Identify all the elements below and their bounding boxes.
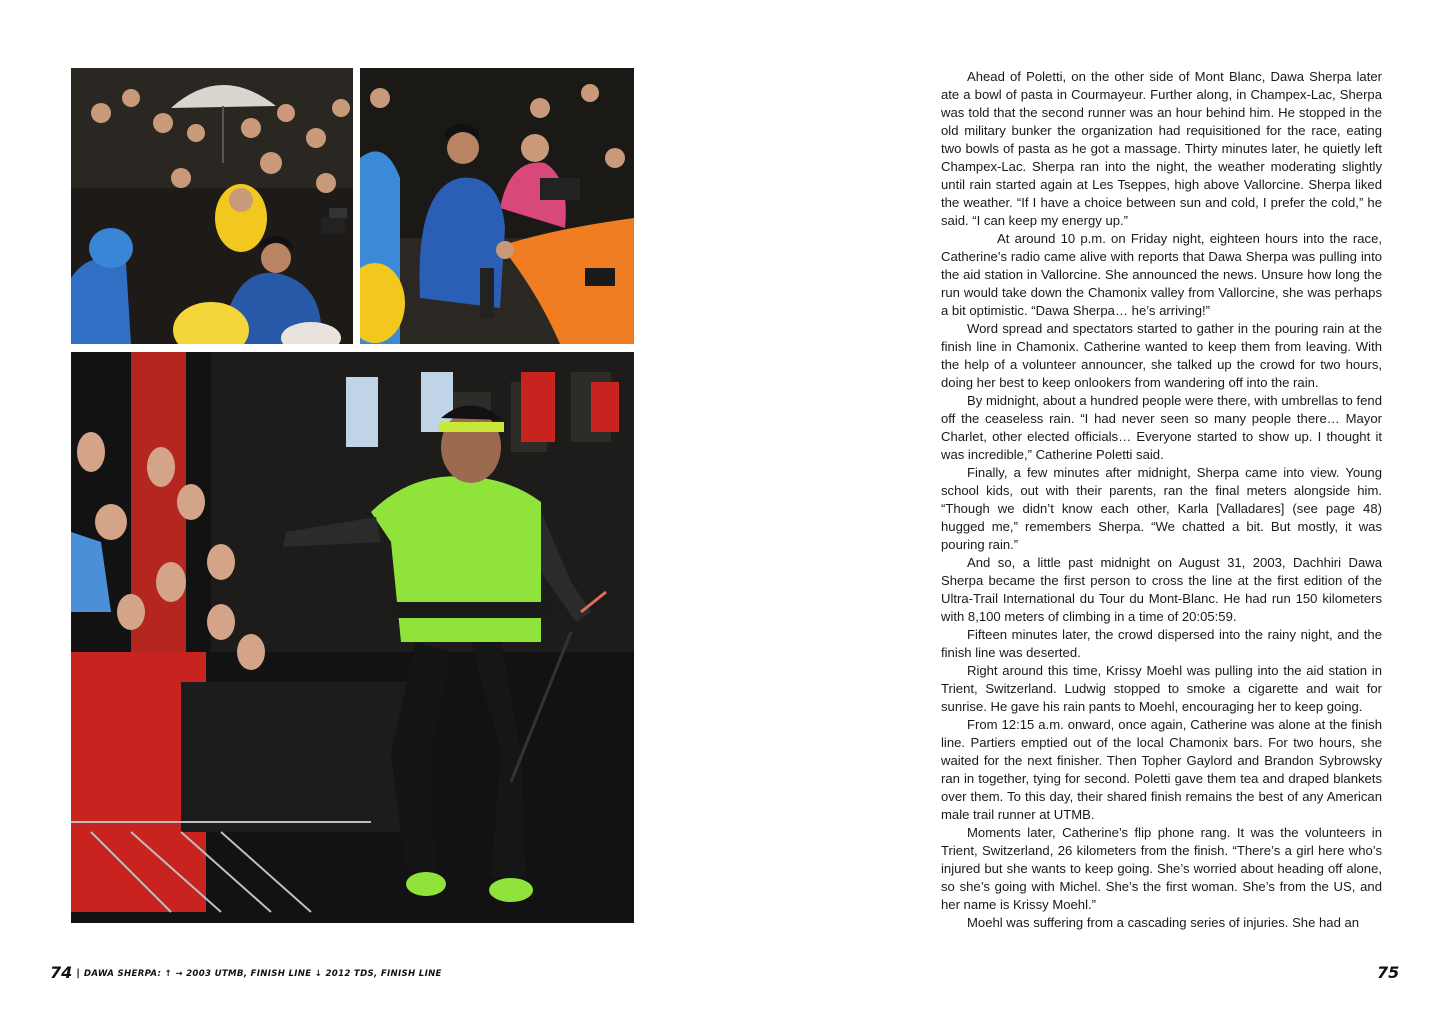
photo-2012-tds-finish-line <box>71 352 634 923</box>
article-text-column <box>941 68 1382 932</box>
left-page-number: 74 <box>50 963 73 982</box>
handshake-photo-illustration <box>360 68 634 344</box>
paragraph: Right around this time, Krissy Moehl was pulling into the aid station in Trient, Switzerland. Ludwig stopped to smoke a cigarette and wait for sunrise. He gave his rain pants to Moehl, encouraging her to keep going. <box>941 663 1382 714</box>
left-page-folio <box>50 963 442 984</box>
paragraph: Moments later, Catherine’s flip phone rang. It was the volunteers in Trient, Switzerland, 26 kilometers from the finish. “There’s a girl here who’s injured but she wants to keep going. She’s worried about heading off alone, so she’s going with Michel. She’s the first woman. She’s from the US, and her name is Krissy Moehl.” <box>941 825 1382 912</box>
photo-caption: DAWA SHERPA: ↑ → 2003 UTMB, FINISH LINE ↓ 2012 TDS, FINISH LINE <box>83 969 442 979</box>
photo-2003-finish-handshake <box>360 68 634 344</box>
paragraph: Word spread and spectators started to gather in the pouring rain at the finish line in Chamonix. Catherine wanted to keep them from leaving. With the help of a volunteer announcer, she talked up the crowd for two hours, doing her best to keep onlookers from wandering off into the rain. <box>941 321 1382 390</box>
paragraph: Ahead of Poletti, on the other side of Mont Blanc, Dawa Sherpa later ate a bowl of pasta in Courmayeur. Further along, in Champex-Lac, Sherpa was told that the second runner was an hour behind him. He stopped in the old military bunker the organization had requisitioned for the race, eating two bowls of pasta as he got a massage. Thirty minutes later, he quietly left Champex-Lac. Sherpa ran into the night, the weather moderating slightly until rain started again at Les Tseppes, high above Vallorcine. Sherpa liked the weather. “If I have a choice between sun and cold, I prefer the cold,” he said. “I can keep my energy up.” <box>941 69 1382 228</box>
caption-separator: | <box>76 968 80 979</box>
photo-2003-crowd-umbrellas <box>71 68 353 344</box>
paragraph: At around 10 p.m. on Friday night, eighteen hours into the race, Catherine’s radio came alive with reports that Dawa Sherpa was pulling into the aid station in Vallorcine. She announced the news. Unsure how long the run would take down the Chamonix valley from Vallorcine, she was perhaps a bit optimistic. “Dawa Sherpa… he’s arriving!” <box>941 231 1382 318</box>
right-page-number: 75 <box>1377 963 1400 982</box>
paragraph: By midnight, about a hundred people were there, with umbrellas to fend off the ceaseless rain. “I had never seen so many people there… Mayor Charlet, other elected officials… Everyone started to show up. I thought it was incredible,” Catherine Poletti said. <box>941 393 1382 462</box>
paragraph: Moehl was suffering from a cascading series of injuries. She had an <box>967 915 1360 930</box>
finish-line-photo-illustration <box>71 352 634 923</box>
paragraph: Finally, a few minutes after midnight, Sherpa came into view. Young school kids, out with their parents, ran the final meters alongside him. “Though we didn’t know each other, Karla [Valladares] (see page 48) hugged me,” remembers Sherpa. “We chatted a bit. But mostly, it was pouring rain.” <box>941 465 1382 552</box>
paragraph: Fifteen minutes later, the crowd dispersed into the rainy night, and the finish line was deserted. <box>941 627 1382 660</box>
paragraph: From 12:15 a.m. onward, once again, Catherine was alone at the finish line. Partiers emptied out of the local Chamonix bars. For two hours, she waited for the next finisher. Then Topher Gaylord and Brandon Sybrowsky ran in together, tying for second. Poletti gave them tea and draped blankets over them. To this day, their shared finish remains the best of any American male trail runner at UTMB. <box>941 717 1382 822</box>
paragraph: And so, a little past midnight on August 31, 2003, Dachhiri Dawa Sherpa became the first person to cross the line at the first edition of the Ultra-Trail International du Tour du Mont-Blanc. He had run 150 kilometers with 8,100 meters of climbing in a time of 20:05:59. <box>941 555 1382 624</box>
crowd-photo-illustration <box>71 68 353 344</box>
